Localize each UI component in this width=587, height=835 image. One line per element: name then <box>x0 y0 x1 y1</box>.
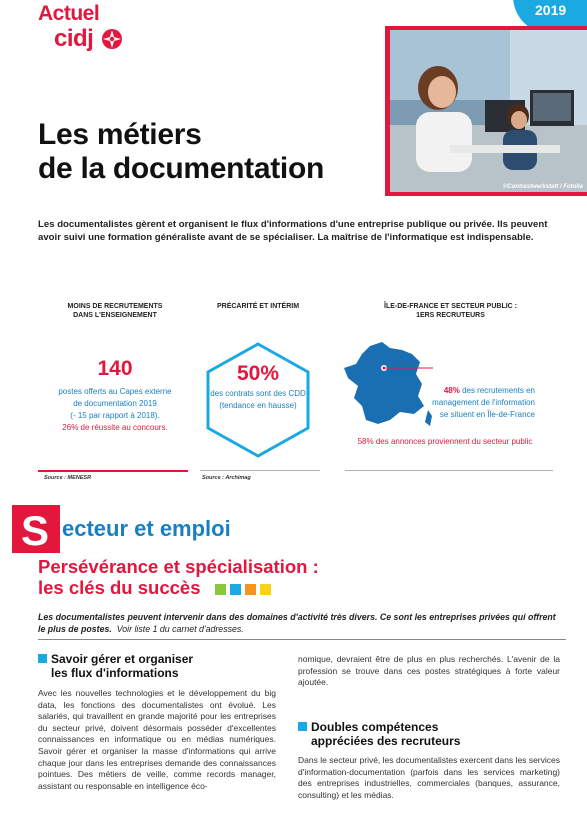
stat2-number: 50% <box>236 362 280 385</box>
page-title <box>38 118 324 186</box>
office-photo-illustration <box>390 30 587 192</box>
title-line1: Les métiers <box>38 118 202 151</box>
stat3-line2: management de l'information <box>432 398 535 407</box>
stat2-divider <box>200 470 320 471</box>
stat3-heading-line1: ÎLE-DE-FRANCE ET SECTEUR PUBLIC : <box>384 303 517 310</box>
logo-line1: Actuel <box>38 2 100 25</box>
intro-paragraph: Les documentalistes gèrent et organisent le flux d'informations d'une entreprise publique ou privée. Ils peuvent avoir suivi une formation généraliste avant de se spécialiser. La maîtrise de l'informatique est indispensable. <box>38 219 548 243</box>
photo-credit: ©Contrastwerkstatt / Fotolia <box>502 184 583 190</box>
square-blue <box>230 584 241 595</box>
stat1-divider <box>38 470 188 472</box>
stat1-line4: 26% de réussite au concours. <box>62 423 168 432</box>
stat2-line1: des contrats sont des CDD <box>210 389 306 398</box>
bullet-square-icon <box>38 654 47 663</box>
stat2-text <box>200 388 316 412</box>
stat1-source: Source : MENESR <box>44 475 92 481</box>
section-initial-box <box>12 505 60 553</box>
stat1-line2: de documentation 2019 <box>73 399 157 408</box>
stat2-source: Source : Archimag <box>202 475 251 481</box>
subheading-1 <box>38 652 193 680</box>
stat1-heading-line2: DANS L'ENSEIGNEMENT <box>73 312 157 319</box>
logo-line2: cidj <box>54 25 94 52</box>
stat1-line3: (- 15 par rapport à 2018). <box>70 411 160 420</box>
stat1-text <box>30 386 200 434</box>
subheading-2-line1-wrap <box>298 720 460 734</box>
square-green <box>215 584 226 595</box>
subheading-1-line1-wrap <box>38 652 193 666</box>
stat1-number: 140 <box>97 357 133 380</box>
subheading-2 <box>298 720 460 748</box>
stat3-footer: 58% des annonces proviennent du secteur public <box>357 437 533 446</box>
subheading-1-line2: les flux d'informations <box>51 666 179 680</box>
stat3-line3: se situent en Île-de-France <box>439 410 535 419</box>
article-heading <box>38 556 319 598</box>
office-photo <box>390 30 587 192</box>
section-initial: S <box>21 507 50 554</box>
subheading-1-line1: Savoir gérer et organiser <box>51 652 194 666</box>
article-heading-line1: Persévérance et spécialisation : <box>38 556 319 577</box>
stat1-heading <box>40 302 190 320</box>
stat3-line1: des recrutements en <box>462 386 535 395</box>
stat3-heading-line2: 1ERS RECRUTEURS <box>416 312 485 319</box>
stat2-heading: PRÉCARITÉ ET INTÉRIM <box>216 303 300 310</box>
color-squares <box>215 584 275 602</box>
subheading-2-line1: Doubles compétences <box>311 720 439 734</box>
cidj-logo <box>38 2 128 58</box>
lead-divider <box>38 639 566 640</box>
stat3-pct: 48% <box>443 386 460 395</box>
body-left-column: Avec les nouvelles technologies et le développement du big data, les fonctions des documentalistes ont évolué. Les salariés, qui travaillent en grande majorité pour les entreprises du secteur privé, doivent désormais posséder d'excellentes connaissances en informatique ou en médias numériques. Savoir gérer et organiser la masse d'informations qui arrive chaque jour dans les entreprises demande des connaissances pointues. Des métiers de veille, comme records manager, assistant ou responsable en intelligence éco- <box>38 688 276 791</box>
body-right-column-top: nomique, devraient être de plus en plus recherchés. L'avenir de la profession se trouve dans ces postes stratégiques à forte valeur ajoutée. <box>298 654 560 688</box>
section-title: ecteur et emploi <box>62 516 231 541</box>
title-line2: de la documentation <box>38 152 324 185</box>
subheading-2-line2: appréciées des recruteurs <box>311 734 461 748</box>
stat3-line1-wrap <box>410 385 535 397</box>
stat2-line2: (tendance en hausse) <box>219 401 297 410</box>
square-yellow <box>260 584 271 595</box>
stat3-divider <box>345 470 553 471</box>
lead-text: Les documentalistes peuvent intervenir dans des domaines d'activité très divers. Ce sont les entreprises privées qui offrent le plus de postes. <box>38 612 556 634</box>
stat3-heading <box>348 302 553 320</box>
stat1-heading-line1: MOINS DE RECRUTEMENTS <box>67 303 163 310</box>
square-orange <box>245 584 256 595</box>
body-right-column-bottom: Dans le secteur privé, les documentalistes exercent dans les services d'information-documentation (parfois dans les services marketing) des entreprises industrielles, commerciales (banques, assurance, consulting) et les médias. <box>298 755 560 800</box>
stat3-text <box>410 385 535 421</box>
bullet-square-icon <box>298 722 307 731</box>
lead-paragraph <box>38 611 563 635</box>
year-label: 2019 <box>535 2 567 18</box>
stat1-line1: postes offerts au Capes externe <box>58 387 172 396</box>
article-heading-line2: les clés du succès <box>38 577 201 598</box>
logo-burst-icon <box>101 28 123 50</box>
lead-reference: Voir liste 1 du carnet d'adresses. <box>116 624 244 634</box>
